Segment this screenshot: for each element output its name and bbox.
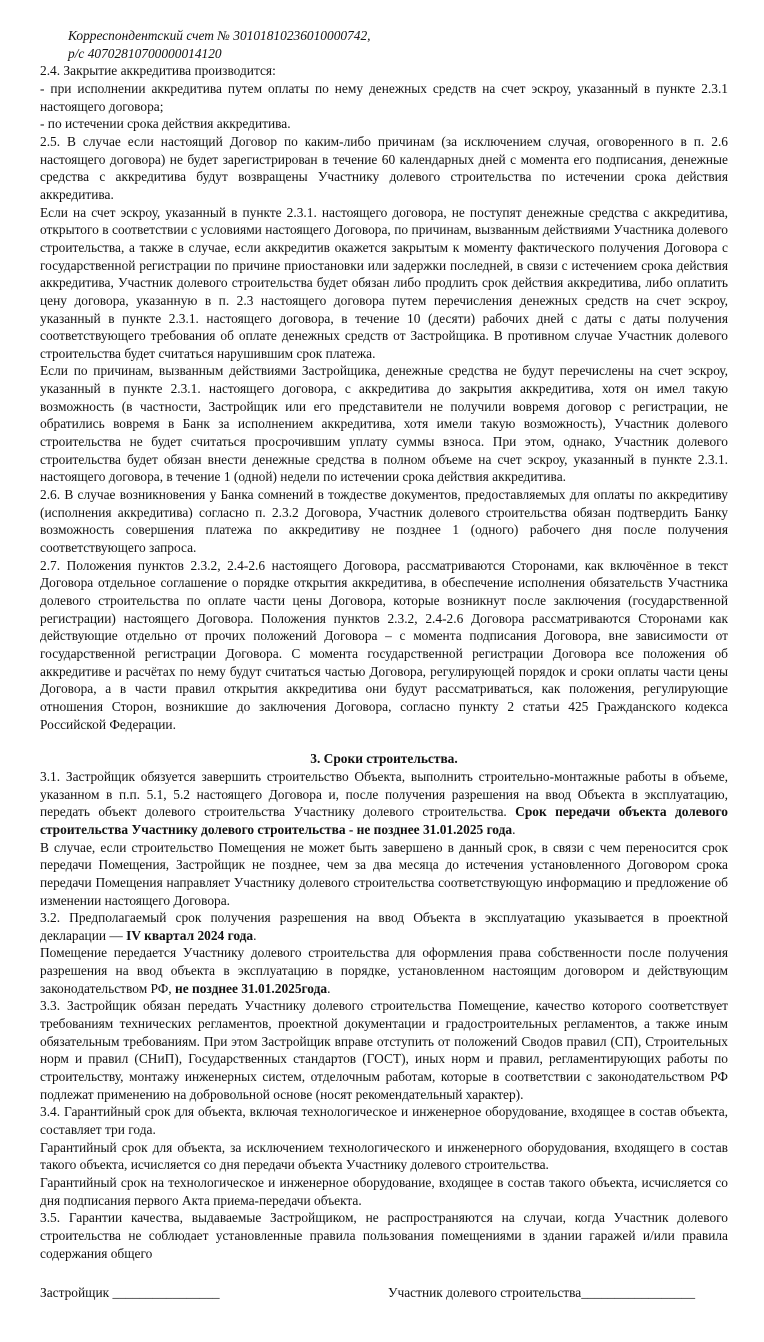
clause-3-4: 3.4. Гарантийный срок для объекта, включая технологическое и инженерное оборудование, входящее в состав объекта, составляет три года. bbox=[40, 1104, 728, 1138]
clause-3-3: 3.3. Застройщик обязан передать Участнику долевого строительства Помещение, качество которого соответствует требованиям технических регламентов, проектной документации и градостроительных регламентов, а также иным обязательным требованиям. При этом Застройщик вправе отступить от положений Сводов правил (СП), Строительных норм и правил (СНиП), Государственных стандартов (ГОСТ), иных норм и правил, регламентирующих работы по строительству, монтажу инженерных систем, отделочным работам, которые в соответствии с законодательством РФ подлежат применению на добровольной основе (носят рекомендательный характер). bbox=[40, 998, 728, 1102]
clause-3-2-para-2 bbox=[40, 944, 728, 997]
clause-3-1-text: 3.1. Застройщик обязуется завершить строительство Объекта, выполнить строительно-монтажные работы в объеме, указанном в п.п. 5.1, 5.2 настоящего Договора и, после получения разрешения на ввод Объекта в эксплуатацию, передать объект долевого строительства Участнику долевого строительства. bbox=[40, 768, 728, 820]
clause-3-1-para-2: В случае, если строительство Помещения не может быть завершено в данный срок, в связи с чем переносится срок передачи Помещения, Застройщик не позднее, чем за два месяца до истечения установленного Договором срока передачи Помещения направляет Участнику долевого строительства соответствующую информацию и предложение об изменении настоящего Договора. bbox=[40, 839, 728, 908]
clause-2-6: 2.6. В случае возникновения у Банка сомнений в тождестве документов, предоставляемых для оплаты по аккредитиву (исполнения аккредитива) согласно п. 2.3.2 Договора, Участник долевого строительства обязан подтвердить Банку возможность совершения платежа по аккредитиву не позднее 1 (одного) рабочего дня после получения соответствующего запроса. bbox=[40, 487, 728, 556]
clause-2-5-para-2: Если на счет эскроу, указанный в пункте 2.3.1. настоящего договора, не поступят денежные средства с аккредитива, открытого в соответствии с условиями настоящего Договора, по причинам, вызванным действиями Участника долевого строительства, а также в случае, если аккредитив окажется закрытым к моменту фактического получения Договора с государственной регистрации по причине приостановки или задержки последней, в связи с истечением срока действия аккредитива, Участник долевого строительства будет обязан либо продлить срок действия аккредитива, либо оплатить цену договора, указанную в п. 2.3 настоящего договора путем перечисления денежных средств на счет эскроу, указанный в пункте 2.3.1. настоящего договора, в течение 10 (десяти) рабочих дней с даты с даты получения соответствующего требования об оплате денежных средств от Застройщика. В противном случае Участник долевого строительства будет считаться нарушившим срок платежа. bbox=[40, 204, 728, 361]
clause-3-2-quarter: IV квартал 2024 года bbox=[126, 927, 254, 943]
clause-3-1-deadline: Срок передачи объекта долевого строительства Участнику долевого строительства - не позднее 31.01.2025 года bbox=[40, 804, 728, 837]
clause-2-4: 2.4. Закрытие аккредитива производится: bbox=[40, 63, 276, 79]
section-3-heading: 3. Сроки строительства. bbox=[310, 751, 458, 767]
clause-3-1-end: . bbox=[512, 821, 516, 837]
developer-signature-line: Застройщик ________________ bbox=[40, 1285, 220, 1301]
clause-3-2b-text: Помещение передается Участнику долевого строительства для оформления права собственности после получения разрешения на ввод объекта в эксплуатацию в порядке, установленном настоящим договором и действующим законодательством РФ, bbox=[40, 945, 728, 996]
clause-3-4-para-3: Гарантийный срок на технологическое и инженерное оборудование, входящее в состав такого объекта, исчисляется со дня подписания первого Акта приема-передачи объекта. bbox=[40, 1175, 728, 1208]
clause-3-1 bbox=[40, 768, 728, 839]
clause-2-5-para-3: Если по причинам, вызванным действиями Застройщика, денежные средства не будут перечислены на счет эскроу, указанный в пункте 2.3.1. настоящего договора, с аккредитива до закрытия аккредитива, хотя он имел такую возможность (в частности, Застройщик или его представители не получили вовремя договор с регистрации, не обратились вовремя в Банк за исполнением аккредитива, хотя имели такую возможность), Участник долевого строительства не будет считаться просрочившим уплату суммы взноса. При этом, однако, Участник долевого строительства будет обязан внести денежные средства в полном объеме на счет эскроу, указанный в пункте 2.3.1. настоящего договора, в течение 1 (одной) недели по истечении срока действия аккредитива. bbox=[40, 363, 728, 485]
settlement-account: р/с 40702810700000014120 bbox=[68, 45, 222, 61]
clause-3-4-para-2: Гарантийный срок для объекта, за исключением технологического и инженерного оборудования, входящего в состав такого объекта, исчисляется со дня передачи объекта Участнику долевого строительства. bbox=[40, 1139, 728, 1173]
participant-signature-line: Участник долевого строительства_________________ bbox=[388, 1285, 696, 1301]
clause-3-2-text: 3.2. Предполагаемый срок получения разрешения на ввод Объекта в эксплуатацию указывается в проектной декларации — bbox=[40, 910, 728, 943]
clause-2-5: 2.5. В случае если настоящий Договор по каким-либо причинам (за исключением случая, оговоренного в п. 2.6 настоящего договора) не будет зарегистрирован в течение 60 календарных дней с момента его подписания, денежные средства с аккредитива будут возвращены Участнику долевого строительства по истечении срока действия аккредитива. bbox=[40, 133, 728, 202]
clause-2-7: 2.7. Положения пунктов 2.3.2, 2.4-2.6 настоящего Договора, рассматриваются Сторонами, как включённое в текст Договора отдельное соглашение о порядке открытия аккредитива, в обеспечение исполнения обязательств Участника долевого строительства по оплате части цены Договора, которые возникнут после заключения (государственной регистрации) настоящего Договора. Положения пунктов 2.3.2, 2.4-2.6 Договора рассматриваются Сторонами как действующие отдельно от прочих положений Договора – с момента подписания Договора, вне зависимости от государственной регистрации Договора. С момента государственной регистрации Договора все положения об аккредитиве и расчётах по нему будут считаться частью Договора, регулирующей порядок и сроки оплаты части цены Договора, а в части правил открытия аккредитива они будут рассматриваться, как положения, регулирующие отношения Сторон, возникшие до заключения Договора, согласно пункту 2 статьи 425 Гражданского кодекса Российской Федерации. bbox=[40, 557, 728, 732]
clause-2-4-item-2: - по истечении срока действия аккредитива. bbox=[40, 116, 291, 132]
clause-3-2-end: . bbox=[253, 927, 257, 943]
clause-3-2 bbox=[40, 909, 728, 944]
clause-3-5: 3.5. Гарантии качества, выдаваемые Застройщиком, не распространяются на случаи, когда Участник долевого строительства не соблюдает установленные правила пользования помещениями в здании гаражей и/или правила содержания общего bbox=[40, 1210, 728, 1261]
clause-3-2b-end: . bbox=[327, 980, 331, 996]
signature-row bbox=[0, 1262, 728, 1342]
corr-account: Корреспондентский счет № 30101810236010000742, bbox=[68, 28, 371, 43]
clause-2-4-item-1: - при исполнении аккредитива путем оплаты по нему денежных средств на счет эскроу, указанный в пункте 2.3.1 настоящего договора; bbox=[40, 80, 728, 114]
clause-3-2b-deadline: не позднее 31.01.2025года bbox=[175, 980, 328, 996]
